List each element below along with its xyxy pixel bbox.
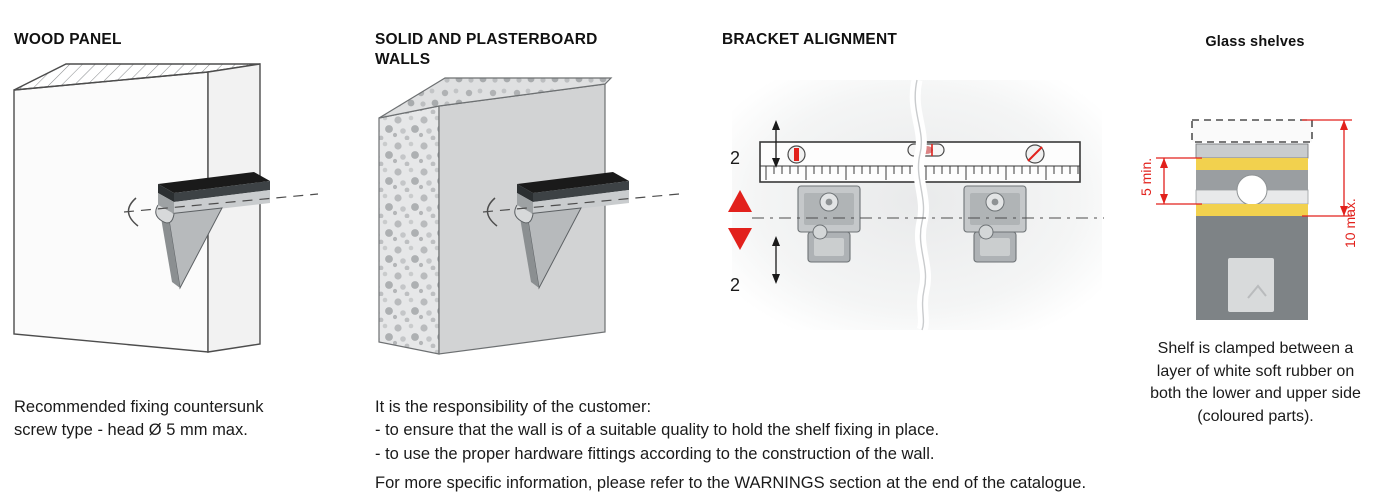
glass-shelves-caption (1128, 338, 1380, 429)
walls-caption-line-2: - to ensure that the wall is of a suitable quality to hold the shelf fixing in place. (375, 421, 940, 440)
panel-wood-panel (0, 0, 360, 494)
wood-panel-caption-line-2: screw type - head Ø 5 mm max. (14, 421, 248, 440)
panel-wood-heading: WOOD PANEL (14, 31, 122, 48)
bracket-dimension-bottom: 2 (730, 275, 741, 295)
glass-caption-line-3: both the lower and upper side (1150, 385, 1361, 403)
glass-caption-line-4: (coloured parts). (1197, 408, 1314, 426)
wood-panel-illustration (8, 62, 348, 362)
wall-illustration (367, 62, 697, 362)
bracket-alignment-illustration (712, 62, 1132, 342)
panel-glass-heading: Glass shelves (1205, 34, 1305, 50)
bracket-dimension-top: 2 (730, 148, 741, 168)
glass-caption-line-1: Shelf is clamped between a (1157, 340, 1354, 357)
panel-walls-heading-line-1: SOLID AND PLASTERBOARD (375, 31, 598, 48)
walls-caption-line-3: - to use the proper hardware fittings according to the construction of the wall. (375, 444, 935, 463)
glass-dimension-left: 5 min. (1138, 157, 1154, 196)
glass-dimension-right: 10 max. (1342, 198, 1358, 248)
walls-caption-line-1: It is the responsibility of the customer: (375, 398, 652, 416)
walls-caption-line-4: For more specific information, please refer to the WARNINGS section at the end of the catalogue. (375, 474, 1087, 493)
wood-panel-caption-line-1: Recommended fixing countersunk (14, 398, 264, 416)
glass-caption-line-2: layer of white soft rubber on (1156, 362, 1355, 380)
panel-walls-heading-line-2: WALLS (375, 51, 431, 69)
panel-bracket-heading: BRACKET ALIGNMENT (722, 31, 898, 48)
wood-panel-caption (14, 396, 344, 443)
